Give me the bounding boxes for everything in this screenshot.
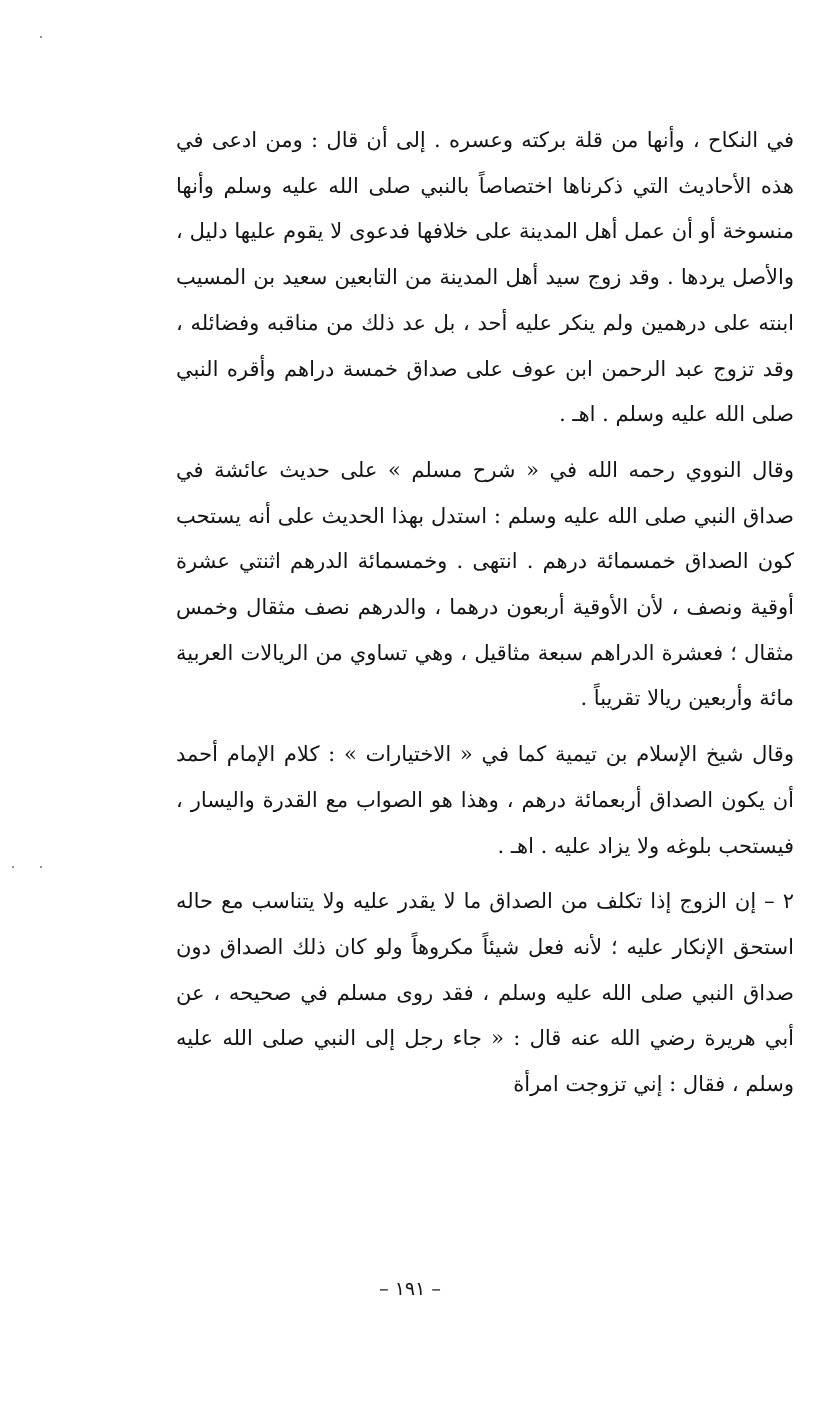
- paragraph-3: وقال شيخ الإسلام بن تيمية كما في « الاختيارات » : كلام الإمام أحمد أن يكون الصداق أربعمائة درهم ، وهذا هو الصواب مع القدرة واليسار ، فيستحب بلوغه ولا يزاد عليه . اهـ .: [176, 742, 794, 858]
- scan-speck: [12, 866, 14, 868]
- page-number: – ١٩١ –: [379, 1278, 441, 1300]
- body-text: [176, 118, 794, 1108]
- scan-speck: [40, 36, 42, 38]
- paragraph-1: في النكاح ، وأنها من قلة بركته وعسره . إلى أن قال : ومن ادعى في هذه الأحاديث التي ذكرناها اختصاصاً بالنبي صلى الله عليه وسلم وأنها منسوخة أو أن عمل أهل المدينة على خلافها فدعوى لا يقوم عليها دليل ، والأصل يردها . وقد زوج سيد أهل المدينة من التابعين سعيد بن المسيب ابنته على درهمين ولم ينكر عليه أحد ، بل عد ذلك من مناقبه وفضائله ، وقد تزوج عبد الرحمن ابن عوف على صداق خمسة دراهم وأقره النبي صلى الله عليه وسلم . اهـ .: [176, 128, 794, 427]
- paragraph-2: وقال النووي رحمه الله في « شرح مسلم » على حديث عائشة في صداق النبي صلى الله عليه وسلم : استدل بهذا الحديث على أنه يستحب كون الصداق خمسمائة درهم . انتهى . وخمسمائة الدرهم اثنتي عشرة أوقية ونصف ، لأن الأوقية أربعون درهما ، والدرهم نصف مثقال وخمس مثقال ؛ فعشرة الدراهم سبعة مثاقيل ، وهي تساوي من الريالات العربية مائة وأربعين ريالا تقريباً .: [176, 457, 794, 711]
- scan-speck: [40, 866, 42, 868]
- paragraph-4: ٢ – إن الزوج إذا تكلف من الصداق ما لا يقدر عليه ولا يتناسب مع حاله استحق الإنكار عليه ؛ لأنه فعل شيئاً مكروهاً ولو كان ذلك الصداق دون صداق النبي صلى الله عليه وسلم ، فقد روى مسلم في صحيحه ، عن أبي هريرة رضي الله عنه قال : « جاء رجل إلى النبي صلى الله عليه وسلم ، فقال : إني تزوجت امرأة: [176, 889, 794, 1097]
